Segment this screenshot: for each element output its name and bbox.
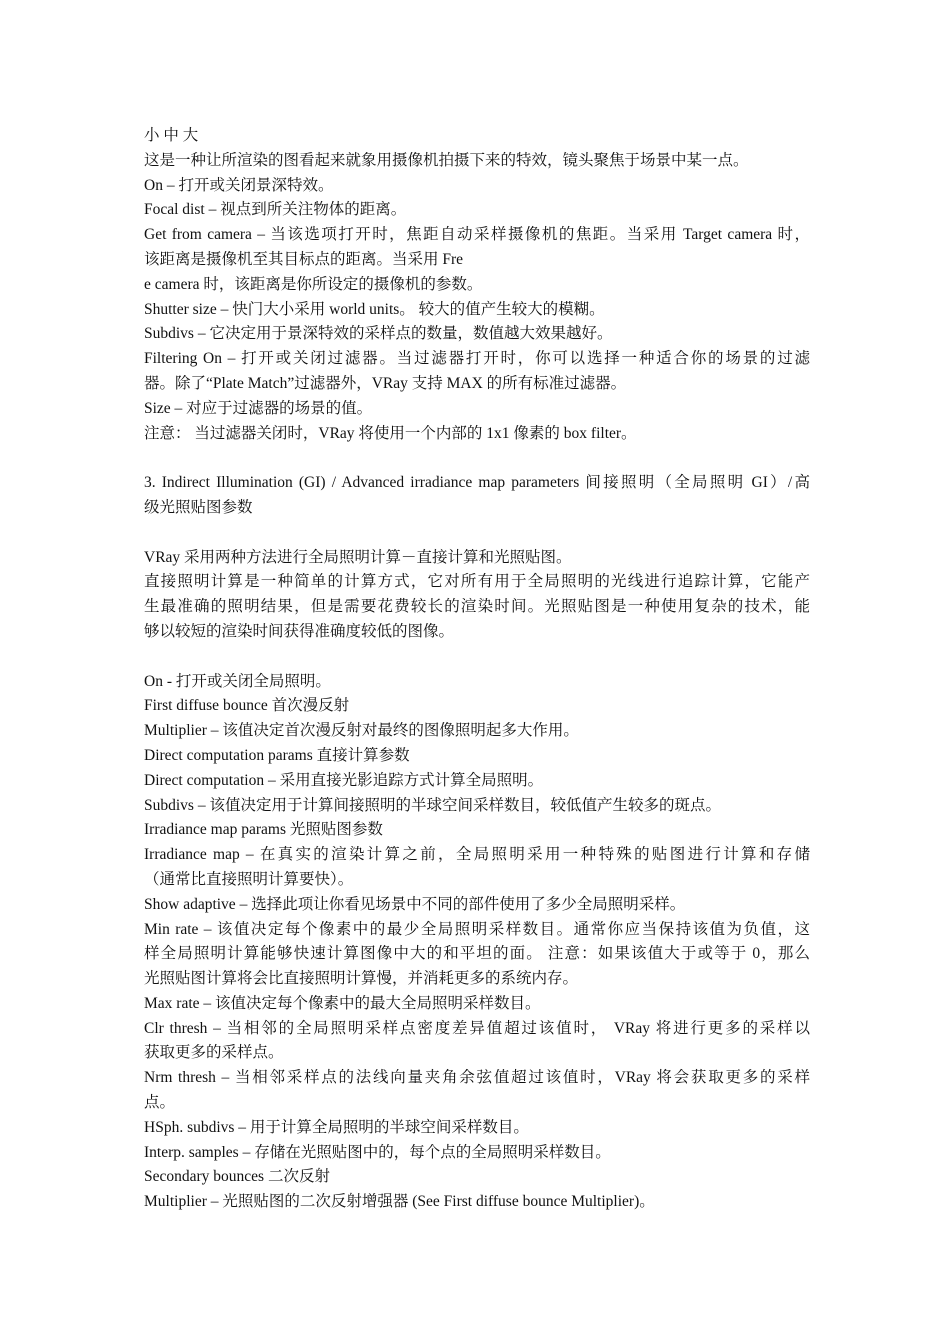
text-line: 小 中 大	[144, 127, 199, 144]
text-line: Filtering On – 打开或关闭过滤器。当过滤器打开时，你可以选择一种适合你的场景的过滤	[144, 350, 810, 368]
text-line: Nrm thresh – 当相邻采样点的法线向量夹角余弦值超过该值时，VRay 将会获取更多的采样	[144, 1069, 810, 1087]
text-line: Subdivs – 该值决定用于计算间接照明的半球空间采样数目，较低值产生较多的斑点。	[144, 796, 721, 814]
text-line: 该距离是摄像机至其目标点的距离。当采用 Fre	[144, 250, 464, 268]
text-line: 生最准确的照明结果，但是需要花费较长的渲染时间。光照贴图是一种使用复杂的技术，能	[144, 598, 810, 616]
text-line: First diffuse bounce 首次漫反射	[144, 697, 350, 715]
text-line: Multiplier – 该值决定首次漫反射对最终的图像照明起多大作用。	[144, 722, 579, 740]
text-line: On – 打开或关闭景深特效。	[144, 176, 334, 194]
text-line: Max rate – 该值决定每个像素中的最大全局照明采样数目。	[144, 994, 541, 1012]
document-page	[144, 124, 810, 1215]
text-line: HSph. subdivs – 用于计算全局照明的半球空间采样数目。	[144, 1118, 529, 1136]
text-line: Multiplier – 光照贴图的二次反射增强器 (See First diffuse bounce Multiplier)。	[144, 1193, 655, 1211]
blank-line	[144, 645, 810, 670]
text-line: 这是一种让所渲染的图看起来就象用摄像机拍摄下来的特效，镜头聚焦于场景中某一点。	[144, 151, 749, 169]
text-line: Interp. samples – 存储在光照贴图中的，每个点的全局照明采样数目。	[144, 1143, 611, 1161]
text-line: 器。除了“Plate Match”过滤器外，VRay 支持 MAX 的所有标准过滤器。	[144, 374, 627, 392]
text-line: Clr thresh – 当相邻的全局照明采样点密度差异值超过该值时， VRay 将进行更多的采样以	[144, 1019, 810, 1037]
blank-line	[144, 446, 810, 471]
text-line: 光照贴图计算将会比直接照明计算慢，并消耗更多的系统内存。	[144, 970, 579, 988]
text-line: On - 打开或关闭全局照明。	[144, 672, 331, 690]
blank-line	[144, 521, 810, 546]
text-line: 注意： 当过滤器关闭时，VRay 将使用一个内部的 1x1 像素的 box filter。	[144, 424, 637, 442]
text-line: Size – 对应于过滤器的场景的值。	[144, 399, 373, 417]
text-line: VRay 采用两种方法进行全局照明计算－直接计算和光照贴图。	[144, 548, 572, 566]
text-line: Secondary bounces 二次反射	[144, 1168, 330, 1186]
text-line: Min rate – 该值决定每个像素中的最少全局照明采样数目。通常你应当保持该值为负值，这	[144, 920, 810, 938]
text-line: 样全局照明计算能够快速计算图像中大的和平坦的面。 注意：如果该值大于或等于 0，那么	[144, 945, 810, 963]
text-line: Show adaptive – 选择此项让你看见场景中不同的部件使用了多少全局照明采样。	[144, 895, 686, 913]
text-line: e camera 时，该距离是你所设定的摄像机的参数。	[144, 275, 483, 293]
text-line: Focal dist – 视点到所关注物体的距离。	[144, 201, 407, 219]
text-line: （通常比直接照明计算要快）。	[144, 870, 354, 888]
text-line: Direct computation – 采用直接光影追踪方式计算全局照明。	[144, 771, 544, 789]
text-line: 点。	[144, 1094, 176, 1112]
text-line: 获取更多的采样点。	[144, 1044, 284, 1062]
text-line: 3. Indirect Illumination (GI) / Advanced irradiance map parameters 间接照明（全局照明 GI）/高	[144, 474, 810, 492]
text-line: Shutter size – 快门大小采用 world units。 较大的值产生较大的模糊。	[144, 300, 605, 318]
text-line: Direct computation params 直接计算参数	[144, 746, 410, 764]
text-line: Irradiance map – 在真实的渲染计算之前，全局照明采用一种特殊的贴图进行计算和存储	[144, 846, 810, 864]
text-line: Subdivs – 它决定用于景深特效的采样点的数量，数值越大效果越好。	[144, 325, 613, 343]
text-line: Irradiance map params 光照贴图参数	[144, 821, 383, 839]
text-line: Get from camera – 当该选项打开时，焦距自动采样摄像机的焦距。当采用 Target camera 时，	[144, 226, 810, 244]
text-line: 直接照明计算是一种简单的计算方式，它对所有用于全局照明的光线进行追踪计算，它能产	[144, 573, 810, 591]
text-line: 级光照贴图参数	[144, 498, 253, 516]
text-line: 够以较短的渲染时间获得准确度较低的图像。	[144, 622, 455, 640]
